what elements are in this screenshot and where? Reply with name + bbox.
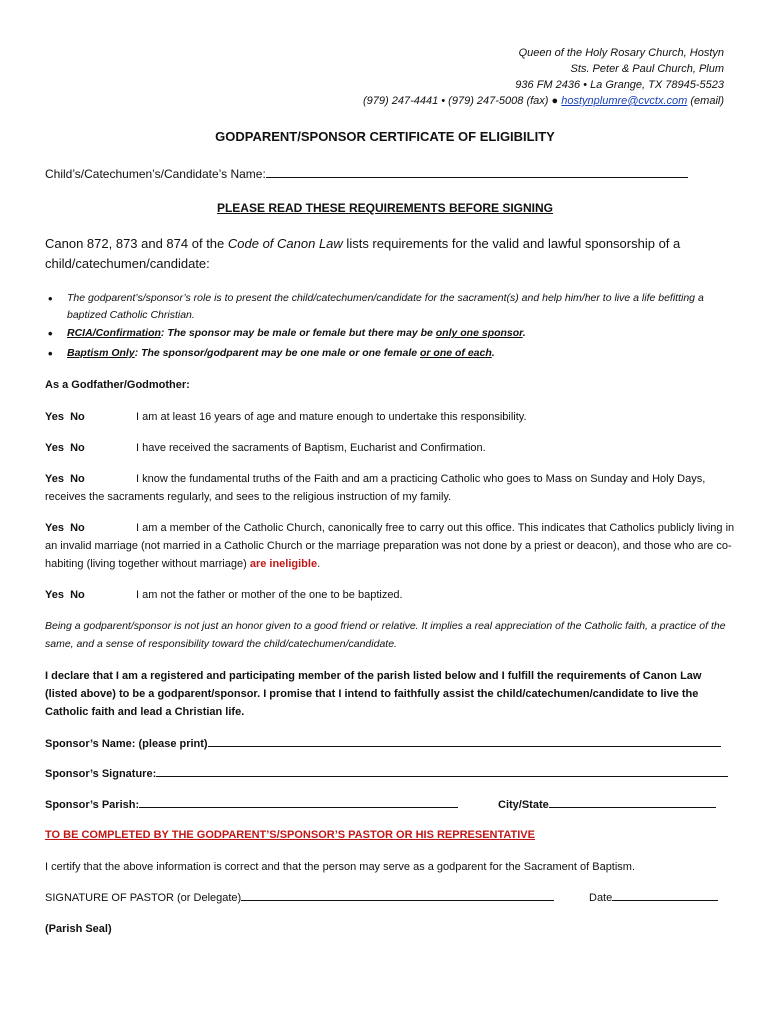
header-line-2: Sts. Peter & Paul Church, Plum	[570, 63, 724, 75]
statement-sacraments	[45, 439, 735, 457]
honor-note: Being a godparent/sponsor is not just an honor given to a good friend or relative. It implies a real appreciation of the Catholic faith, a practice of the same, and a sense of responsibility toward the child/catechumen/candidate.	[45, 620, 726, 650]
canon-text-after: lists requirements for the valid and lawful sponsorship of a child/catechumen/candidate:	[45, 236, 681, 271]
canon-book-title: Code of Canon Law	[227, 236, 343, 251]
statement-text: I know the fundamental truths of the Faith and am a practicing Catholic who goes to Mass on Sunday and Holy Days, receives the sacraments regularly, and sees to the religious instruction of my family.	[45, 473, 706, 503]
email-link[interactable]: hostynplumre@cvctx.com	[561, 95, 688, 107]
requirement-rcia-label: RCIA/Confirmation	[67, 327, 161, 339]
sponsor-parish-field[interactable]	[139, 797, 458, 808]
requirement-role: The godparent’s/sponsor’s role is to present the child/catechumen/candidate for the sacrament(s) and help him/her to live a life befitting a baptized Catholic Christian.	[67, 292, 704, 321]
sponsor-signature-label: Sponsor’s Signature:	[45, 768, 157, 780]
requirement-rcia-emph: only one sponsor	[435, 327, 523, 339]
statement-membership	[45, 519, 735, 573]
date-field[interactable]	[612, 890, 718, 901]
pastor-signature-label: SIGNATURE OF PASTOR (or Delegate)	[45, 892, 242, 904]
yes-option[interactable]: Yes	[45, 473, 64, 485]
yes-option[interactable]: Yes	[45, 522, 64, 534]
yes-option[interactable]: Yes	[45, 589, 64, 601]
yes-no-group	[45, 519, 85, 537]
header-line-3: 936 FM 2436 • La Grange, TX 78945-5523	[515, 79, 724, 91]
statement-not-parent	[45, 586, 735, 604]
no-option[interactable]: No	[70, 442, 85, 454]
sponsor-name-field[interactable]	[208, 736, 721, 747]
sponsor-name-label: Sponsor’s Name: (please print)	[45, 738, 208, 750]
godparent-section-label: As a Godfather/Godmother:	[45, 379, 190, 391]
header-line-4	[363, 93, 724, 109]
declaration: I declare that I am a registered and participating member of the parish listed below and I fulfill the requirements of Canon Law (listed above) to be a godparent/sponsor. I promise that I intend to faithfully assist the child/catechumen/candidate to live the Catholic faith and lead a Christian life.	[45, 670, 702, 718]
requirement-rcia-text: : The sponsor may be male or female but there may be	[160, 327, 436, 339]
statement-text: I am at least 16 years of age and mature enough to undertake this responsibility.	[136, 411, 527, 423]
no-option[interactable]: No	[70, 411, 85, 423]
list-item	[45, 325, 735, 342]
statement-faith	[45, 470, 735, 506]
no-option[interactable]: No	[70, 473, 85, 485]
child-name-line	[45, 167, 688, 181]
statement-text: I am not the father or mother of the one to be baptized.	[136, 589, 403, 601]
ineligible-text: are ineligible	[249, 558, 318, 570]
requirement-rcia-end: .	[522, 327, 526, 339]
yes-option[interactable]: Yes	[45, 442, 64, 454]
sponsor-name-row	[45, 736, 721, 750]
yes-option[interactable]: Yes	[45, 411, 64, 423]
requirement-baptism-emph: or one of each	[420, 347, 492, 359]
document-title: GODPARENT/SPONSOR CERTIFICATE OF ELIGIBILITY	[215, 129, 555, 144]
city-state-label: City/State	[498, 799, 549, 811]
parish-seal-label: (Parish Seal)	[45, 923, 112, 935]
list-item	[45, 345, 735, 362]
requirement-baptism-end: .	[491, 347, 495, 359]
canon-text-before: Canon 872, 873 and 874 of the	[45, 236, 228, 251]
pastor-signature-field[interactable]	[241, 890, 554, 901]
requirements-heading: PLEASE READ THESE REQUIREMENTS BEFORE SIGNING	[216, 201, 554, 215]
statement-end: .	[317, 558, 321, 570]
child-name-field[interactable]	[266, 167, 688, 178]
sponsor-parish-label: Sponsor’s Parish:	[45, 799, 140, 811]
city-state-row	[498, 797, 716, 811]
pastor-section-heading: TO BE COMPLETED BY THE GODPARENT’S/SPONSOR’S PASTOR OR HIS REPRESENTATIVE	[45, 829, 535, 841]
header-line-1: Queen of the Holy Rosary Church, Hostyn	[518, 47, 724, 59]
sponsor-signature-field[interactable]	[156, 766, 728, 777]
requirement-baptism-label: Baptism Only	[67, 347, 135, 359]
list-item	[45, 290, 735, 324]
child-name-label: Child’s/Catechumen’s/Candidate’s Name:	[45, 167, 266, 181]
statement-text: I have received the sacraments of Baptism, Eucharist and Confirmation.	[136, 442, 486, 454]
yes-no-group	[45, 470, 85, 488]
date-label: Date	[589, 892, 613, 904]
statement-age	[45, 408, 735, 426]
city-state-field[interactable]	[549, 797, 716, 808]
statement-text: I am a member of the Catholic Church, canonically free to carry out this office. This indicates that Catholics publicly living in an invalid marriage (not married in a Catholic Church or the marriage preparation was not done by a priest or deacon), and those who are co-habiting (living together without marriage)	[45, 522, 735, 570]
canon-paragraph	[45, 234, 735, 274]
certify-statement: I certify that the above information is correct and that the person may serve as a godparent for the Sacrament of Baptism.	[45, 861, 636, 873]
sponsor-parish-row	[45, 797, 458, 811]
sponsor-signature-row	[45, 766, 728, 780]
no-option[interactable]: No	[70, 522, 85, 534]
parish-header	[363, 45, 724, 109]
requirement-baptism-text: : The sponsor/godparent may be one male or one female	[134, 347, 420, 359]
no-option[interactable]: No	[70, 589, 85, 601]
phone-fax: (979) 247-4441 • (979) 247-5008 (fax) ●	[363, 95, 562, 107]
email-suffix: (email)	[687, 95, 724, 107]
pastor-signature-row	[45, 890, 554, 904]
date-row	[589, 890, 718, 904]
requirements-list	[45, 290, 735, 362]
